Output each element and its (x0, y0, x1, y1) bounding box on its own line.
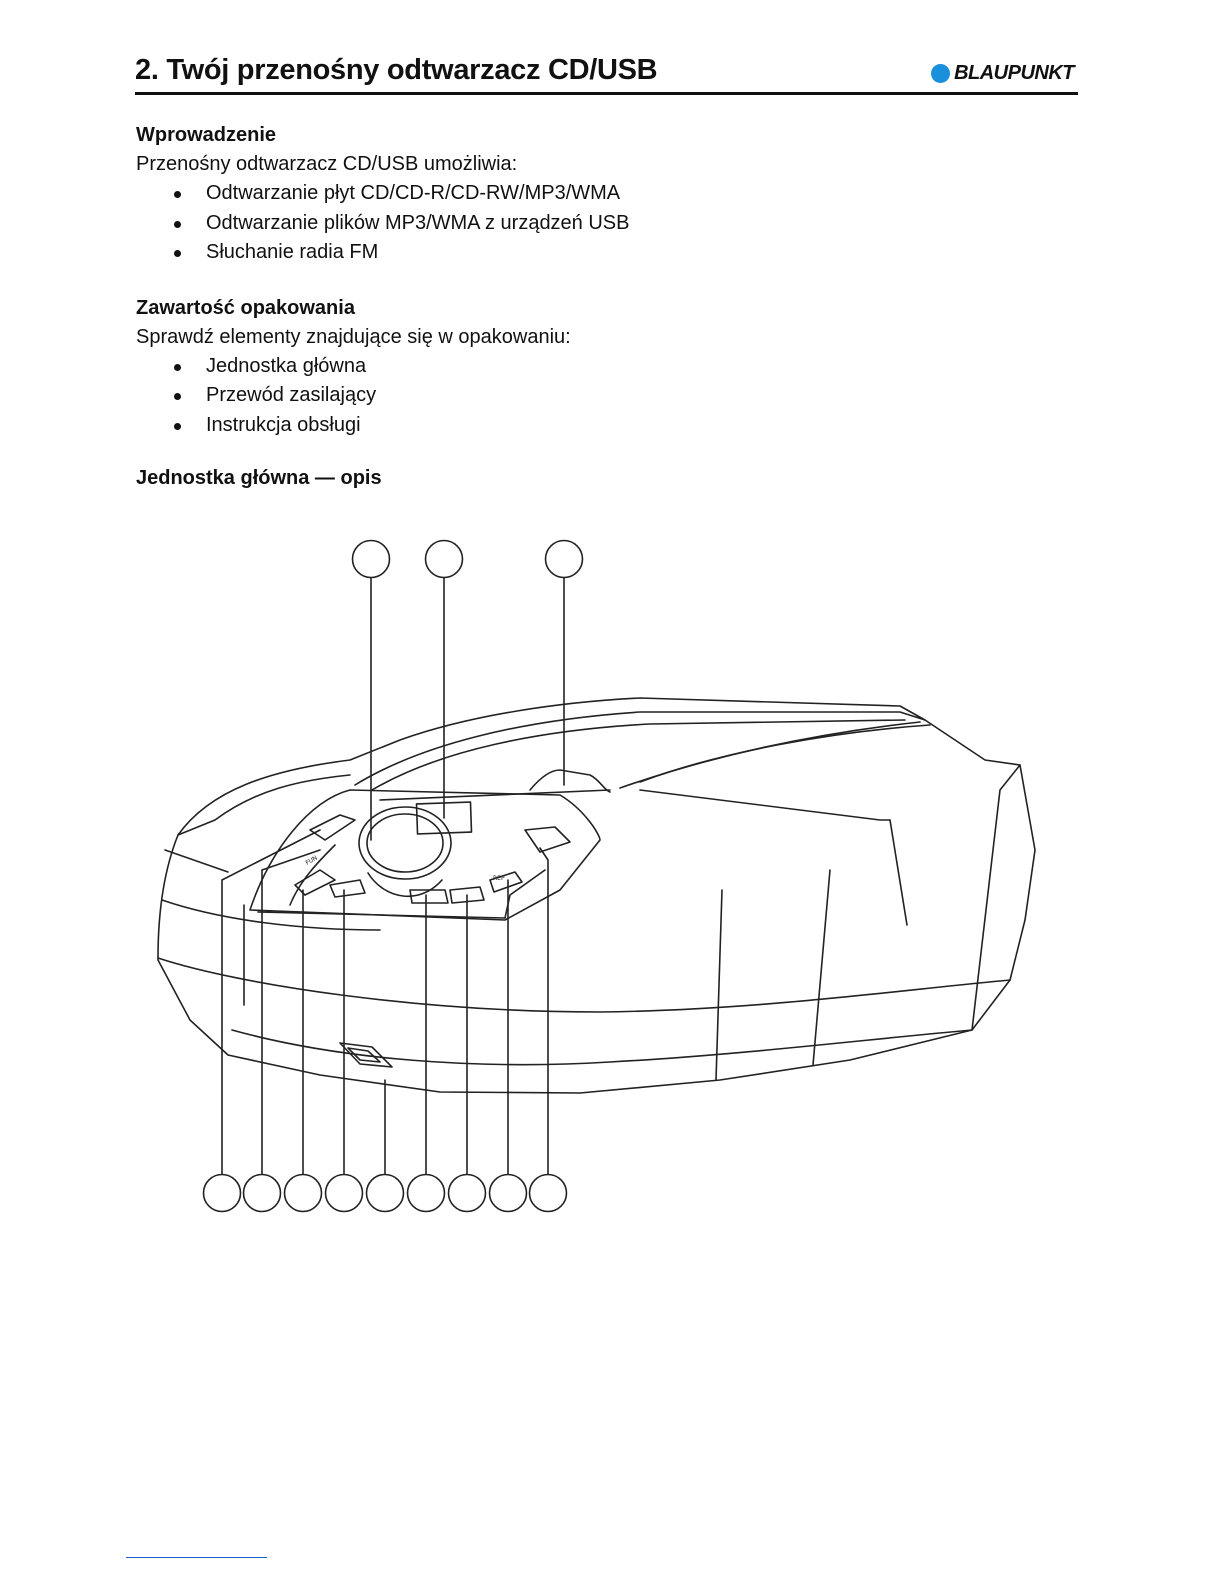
button (525, 827, 570, 852)
list-item: Jednostka główna (136, 352, 1036, 382)
button-label-fun: FUN (304, 854, 319, 867)
callout-circle (367, 1175, 404, 1212)
leader-line (222, 830, 320, 1174)
list-item: Instrukcja obsługi (136, 411, 1036, 441)
intro-heading: Wprowadzenie (136, 124, 277, 146)
callout-circle (546, 541, 583, 578)
callout-circle (426, 541, 463, 578)
callout-circle (204, 1175, 241, 1212)
body-outline (158, 698, 1035, 1093)
document-body (136, 121, 1036, 493)
page-header (135, 52, 1078, 95)
callout-circle (449, 1175, 486, 1212)
button (410, 890, 448, 903)
brand-name: BLAUPUNKT (954, 61, 1074, 84)
package-heading: Zawartość opakowania (136, 296, 355, 319)
package-list (136, 352, 1036, 441)
power-button (310, 815, 355, 840)
footer-rule (126, 1557, 267, 1558)
button (330, 880, 365, 897)
callout-circle (530, 1175, 567, 1212)
page-title: 2. Twój przenośny odtwarzacz CD/USB (135, 54, 658, 86)
boombox-diagram (150, 535, 1050, 1225)
volume-knob (359, 807, 451, 879)
button-label-rep: REP (493, 875, 505, 882)
intro-lead: Przenośny odtwarzacz CD/USB umożliwia: (136, 153, 518, 175)
leader-line (262, 850, 320, 1174)
callout-circle (490, 1175, 527, 1212)
intro-section (136, 121, 1036, 268)
callout-circle (285, 1175, 322, 1212)
list-item: Odtwarzanie plików MP3/WMA z urządzeń USB (136, 209, 1036, 239)
callout-circle (353, 541, 390, 578)
button (295, 870, 335, 895)
list-item: Przewód zasilający (136, 381, 1036, 411)
main-unit-section (136, 464, 1036, 493)
callout-circle (244, 1175, 281, 1212)
main-unit-heading: Jednostka główna — opis (136, 467, 382, 489)
package-section (136, 294, 1036, 441)
callout-circle (326, 1175, 363, 1212)
cd-lid (355, 712, 925, 785)
package-lead: Sprawdź elementy znajdujące się w opakowaniu: (136, 325, 571, 348)
brand-logo (931, 62, 1074, 84)
callout-circle (408, 1175, 445, 1212)
intro-list (136, 179, 1036, 268)
list-item: Odtwarzanie płyt CD/CD-R/CD-RW/MP3/WMA (136, 179, 1036, 209)
brand-dot-icon (931, 64, 950, 83)
list-item: Słuchanie radia FM (136, 238, 1036, 268)
